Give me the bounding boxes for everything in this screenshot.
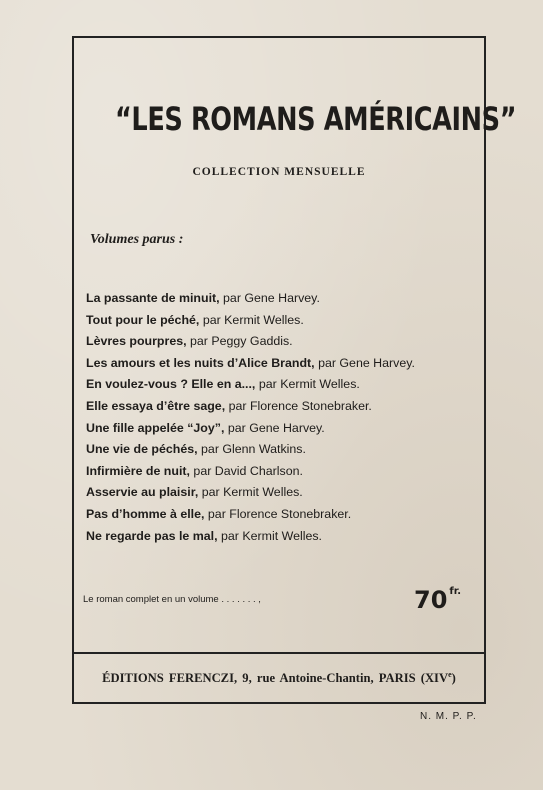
list-item — [86, 310, 482, 332]
book-title: Elle essaya d’être sage, — [86, 398, 226, 413]
book-title: Asservie au plaisir, — [86, 485, 199, 500]
list-item — [86, 439, 482, 461]
collection-title: “LES ROMANS AMÉRICAINS” — [115, 100, 517, 138]
book-author: par David Charlson. — [193, 463, 303, 478]
book-title: Pas d’homme à elle, — [86, 506, 205, 521]
book-title: Ne regarde pas le mal, — [86, 528, 218, 543]
list-item — [86, 461, 482, 483]
book-author: par Kermit Welles. — [201, 485, 303, 500]
list-item — [86, 331, 482, 353]
publisher-superscript: e — [448, 670, 452, 679]
list-item — [86, 374, 482, 396]
book-author: par Florence Stonebraker. — [207, 506, 352, 521]
book-title: En voulez-vous ? Elle en a..., — [86, 377, 256, 392]
price — [414, 586, 461, 614]
collection-subtitle: COLLECTION MENSUELLE — [192, 166, 366, 178]
book-author: par Gene Harvey. — [318, 355, 415, 370]
book-author: par Gene Harvey. — [223, 291, 320, 305]
printer-code: N. M. P. P. — [420, 711, 477, 722]
list-item — [86, 288, 482, 310]
price-description: Le roman complet en un volume . . . . . . . , — [83, 594, 261, 605]
book-author: par Peggy Gaddis. — [190, 334, 293, 349]
book-author: par Kermit Welles. — [258, 377, 360, 392]
publisher-address — [74, 670, 484, 686]
publisher-close: ) — [451, 671, 456, 686]
book-title: Une fille appelée “Joy”, — [86, 420, 225, 435]
list-item — [86, 353, 482, 375]
book-title: Une vie de péchés, — [86, 442, 198, 457]
list-item — [86, 504, 482, 526]
price-unit: fr. — [449, 586, 462, 597]
list-item — [86, 482, 482, 504]
book-author: par Florence Stonebraker. — [228, 398, 372, 413]
volumes-heading: Volumes parus : — [90, 232, 184, 247]
list-item — [86, 526, 482, 548]
book-title: Infirmière de nuit, — [86, 463, 190, 478]
book-author: par Kermit Welles. — [202, 312, 304, 327]
book-author: par Kermit Welles. — [221, 528, 322, 543]
book-author: par Gene Harvey. — [227, 420, 325, 435]
book-title: La passante de minuit, — [86, 291, 220, 305]
book-list — [86, 288, 482, 547]
list-item — [86, 396, 482, 418]
publisher-text: ÉDITIONS FERENCZI, 9, rue Antoine-Chantin, PARIS (XIV — [102, 671, 449, 686]
list-item — [86, 418, 482, 440]
book-title: Tout pour le péché, — [86, 312, 200, 327]
book-title: Lèvres pourpres, — [86, 334, 187, 349]
price-value: 70 — [414, 586, 448, 614]
divider — [74, 652, 484, 654]
content-frame — [72, 36, 517, 704]
book-title: Les amours et les nuits d’Alice Brandt, — [86, 355, 315, 370]
book-author: par Glenn Watkins. — [201, 442, 306, 457]
